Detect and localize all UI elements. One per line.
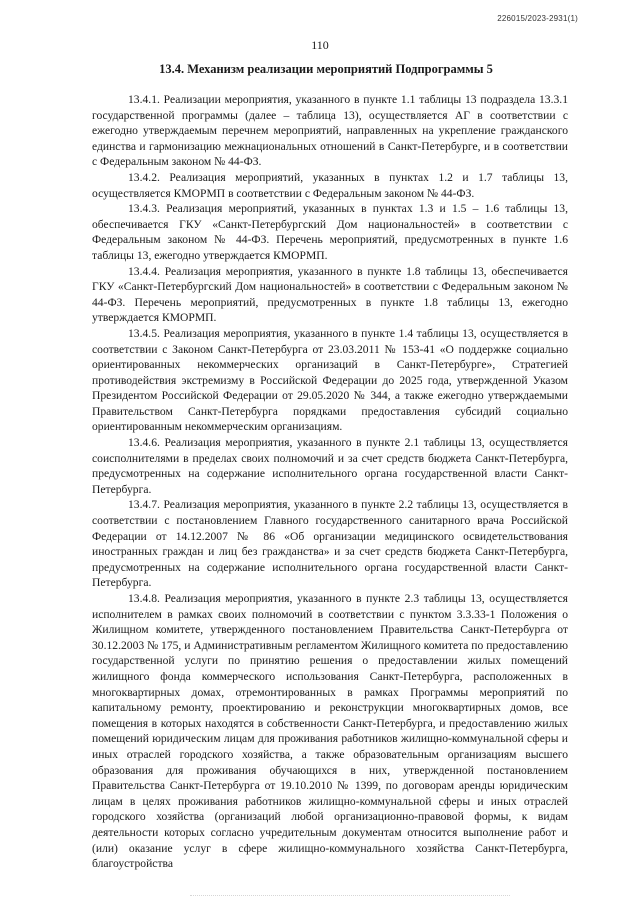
scan-artifact-divider — [190, 895, 510, 899]
paragraph-13-4-6: 13.4.6. Реализация мероприятия, указанного в пункте 2.1 таблицы 13, осуществляется соисполнителями в пределах своих полномочий и за счет средств бюджета Санкт-Петербурга, предусмотренных на содержание исполнительного органа государственной власти Санкт-Петербурга. — [92, 436, 568, 496]
section-title: 13.4. Механизм реализации мероприятий Подпрограммы 5 — [159, 62, 493, 76]
paragraph-13-4-1: 13.4.1. Реализации мероприятия, указанного в пункте 1.1 таблицы 13 подраздела 13.3.1 государственной программы (далее – таблица 13), осуществляется АГ в соответствии с ежегодно утверждаемым перечнем мероприятий, направленных на укрепление гражданского единства и гармонизацию межнациональных отношений в Санкт-Петербурге, и в соответствии с Федеральным законом № 44-ФЗ. — [92, 93, 568, 169]
paragraph-13-4-8: 13.4.8. Реализация мероприятия, указанного в пункте 2.3 таблицы 13, осуществляется исполнителем в рамках своих полномочий в соответствии с пунктом 3.3.33-1 Положения о Жилищном комитете, утвержденного постановлением Правительства Санкт-Петербурга от 30.12.2003 № 175, и Административным регламентом Жилищного комитета по предоставлению государственной услуги по принятию решения о предоставлении жилых помещений жилищного фонда коммерческого использования Санкт-Петербурга, расположенных в многоквартирных домах, отремонтированных в рамках Программы мероприятий по капитальному ремонту, проектированию и реконструкции многоквартирных домов, все помещения в которых находятся в собственности Санкт-Петербурга, и предоставлению жилых помещений юридическим лицам для проживания работников жилищно-коммунальной сферы и иных отраслей городского хозяйства, а также образовательным организациям высшего образования для проживания обучающихся в них, утвержденной постановлением Правительства Санкт-Петербурга от 19.10.2010 № 1399, по договорам аренды юридическим лицам в целях проживания работников жилищно-коммунальной сферы и иных отраслей городского хозяйства (организаций любой организационно-правовой формы, к видам деятельности которых согласно учредительным документам относится выполнение работ и (или) оказание услуг в сфере жилищно-коммунального хозяйства Санкт-Петербурга, благоустройства — [92, 592, 568, 871]
paragraph-13-4-5: 13.4.5. Реализация мероприятия, указанного в пункте 1.4 таблицы 13, осуществляется в соответствии с Законом Санкт-Петербурга от 23.03.2011 № 153-41 «О поддержке социально ориентированных некоммерческих организаций в Санкт-Петербурге», Стратегией противодействия экстремизму в Российской Федерации до 2025 года, утвержденной Указом Президентом Российской Федерации от 29.05.2020 № 344, а также ежегодно утверждаемыми Правительством Санкт-Петербурга порядками предоставления субсидий социально ориентированным некоммерческим организациям. — [92, 326, 568, 434]
paragraph-13-4-4: 13.4.4. Реализация мероприятия, указанного в пункте 1.8 таблицы 13, обеспечивается ГКУ «Санкт-Петербургский Дом национальностей» в соответствии с Федеральным законом № 44-ФЗ. Перечень мероприятий, предусмотренных в пункте 1.8 таблицы 13, ежегодно утверждается КМОРМП. — [92, 264, 568, 325]
page-number: 110 — [311, 38, 329, 52]
paragraph-13-4-3: 13.4.3. Реализация мероприятий, указанных в пунктах 1.3 и 1.5 – 1.6 таблицы 13, обеспечивается ГКУ «Санкт-Петербургский Дом национальностей» в соответствии с Федеральным законом № 44-ФЗ. Перечень мероприятий, предусмотренных в пункте 1.6 таблицы 13, ежегодно утверждается КМОРМП. — [92, 202, 568, 262]
paragraph-13-4-2: 13.4.2. Реализация мероприятий, указанных в пунктах 1.2 и 1.7 таблицы 13, осуществляется КМОРМП в соответствии с Федеральным законом № 44-ФЗ. — [92, 170, 568, 200]
document-id: 226015/2023-2931(1) — [497, 14, 578, 23]
paragraph-13-4-7: 13.4.7. Реализация мероприятия, указанного в пункте 2.2 таблицы 13, осуществляется в соответствии с постановлением Главного государственного санитарного врача Российской Федерации от 14.12.2007 № 86 «Об организации медицинского освидетельствования иностранных граждан и лиц без гражданства» и за счет средств бюджета Санкт-Петербурга, предусмотренных на содержание исполнительного органа государственной власти Санкт-Петербурга. — [92, 498, 568, 590]
document-body — [92, 92, 568, 872]
